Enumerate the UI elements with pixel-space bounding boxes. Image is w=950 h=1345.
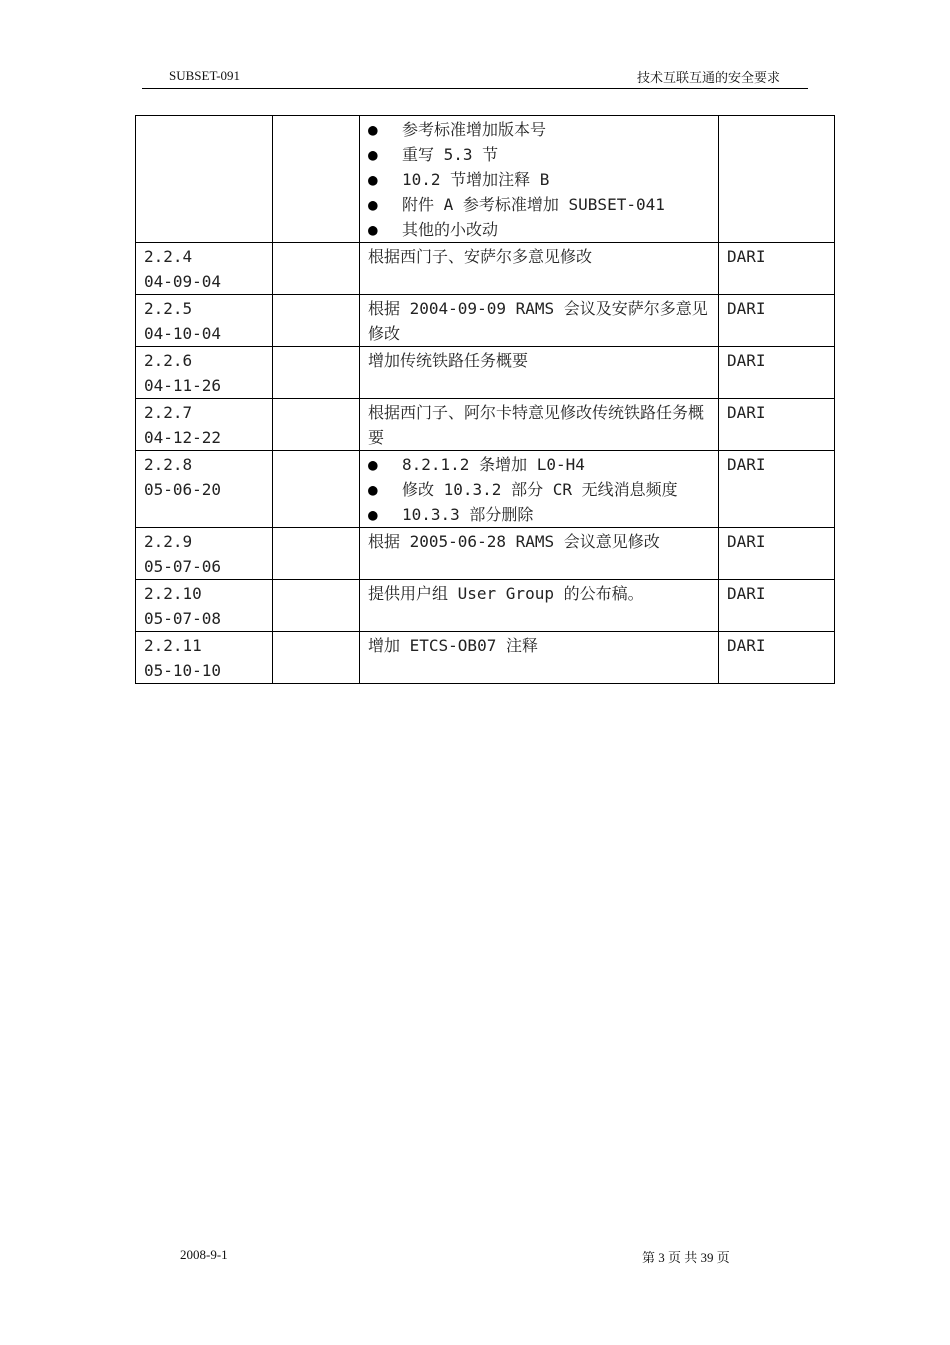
blank-cell [273,295,360,347]
revision-date: 04-11-26 [144,376,222,395]
table-row [136,632,835,684]
version-cell [136,243,273,295]
blank-cell [273,116,360,243]
change-description: 根据 2004-09-09 RAMS 会议及安萨尔多意见修改 [360,295,719,347]
table-row [136,528,835,580]
blank-cell [273,528,360,580]
document-id: SUBSET-091 [169,68,241,83]
list-item: ● 修改 10.3.2 部分 CR 无线消息频度 [368,477,712,502]
blank-cell [273,451,360,528]
revision-date: 04-09-04 [144,272,222,291]
change-description: 根据西门子、阿尔卡特意见修改传统铁路任务概要 [360,399,719,451]
version-number: 2.2.4 [144,247,193,266]
table-row [136,399,835,451]
list-item: ● 8.2.1.2 条增加 L0-H4 [368,452,712,477]
version-cell [136,347,273,399]
document-title: 技术互联互通的安全要求 [636,71,780,86]
version-cell [136,399,273,451]
version-cell [136,451,273,528]
table-row [136,243,835,295]
blank-cell [273,580,360,632]
version-number: 2.2.8 [144,455,193,474]
footer-date: 2008-9-1 [180,1247,228,1262]
blank-cell [273,632,360,684]
revision-date: 05-10-10 [144,661,222,680]
list-item: ● 重写 5.3 节 [368,142,712,167]
list-item: ● 10.3.3 部分删除 [368,502,712,527]
author: DARI [719,243,835,295]
table-row [136,580,835,632]
table-row [136,116,835,243]
version-number: 2.2.5 [144,299,193,318]
table-row [136,451,835,528]
revision-date: 05-07-08 [144,609,222,628]
list-item: ● 其他的小改动 [368,217,712,242]
revision-history-table [135,115,835,684]
change-bullet-list [368,452,712,527]
author-cell [719,116,835,243]
change-bullet-list [368,117,712,242]
change-description: 提供用户组 User Group 的公布稿。 [360,580,719,632]
version-cell [136,116,273,243]
blank-cell [273,399,360,451]
revision-date: 04-10-04 [144,324,222,343]
revision-date: 05-06-20 [144,480,222,499]
author: DARI [719,295,835,347]
revision-date: 05-07-06 [144,557,222,576]
version-number: 2.2.9 [144,532,193,551]
version-cell [136,580,273,632]
version-number: 2.2.10 [144,584,202,603]
page-number: 第 3 页 共 39 页 [642,1250,730,1265]
revision-date: 04-12-22 [144,428,222,447]
blank-cell [273,347,360,399]
change-description: 增加 ETCS-OB07 注释 [360,632,719,684]
author: DARI [719,399,835,451]
version-number: 2.2.6 [144,351,193,370]
author: DARI [719,528,835,580]
version-number: 2.2.7 [144,403,193,422]
list-item: ● 附件 A 参考标准增加 SUBSET-041 [368,192,712,217]
author: DARI [719,580,835,632]
list-item: ● 10.2 节增加注释 B [368,167,712,192]
change-description: 增加传统铁路任务概要 [360,347,719,399]
version-number: 2.2.11 [144,636,202,655]
author: DARI [719,451,835,528]
table-row [136,295,835,347]
table-row [136,347,835,399]
version-cell [136,295,273,347]
blank-cell [273,243,360,295]
change-description-cell [360,451,719,528]
change-description-cell [360,116,719,243]
version-cell [136,632,273,684]
version-cell [136,528,273,580]
change-description: 根据西门子、安萨尔多意见修改 [360,243,719,295]
author: DARI [719,632,835,684]
list-item: ● 参考标准增加版本号 [368,117,712,142]
change-description: 根据 2005-06-28 RAMS 会议意见修改 [360,528,719,580]
page-header [142,66,808,89]
author: DARI [719,347,835,399]
